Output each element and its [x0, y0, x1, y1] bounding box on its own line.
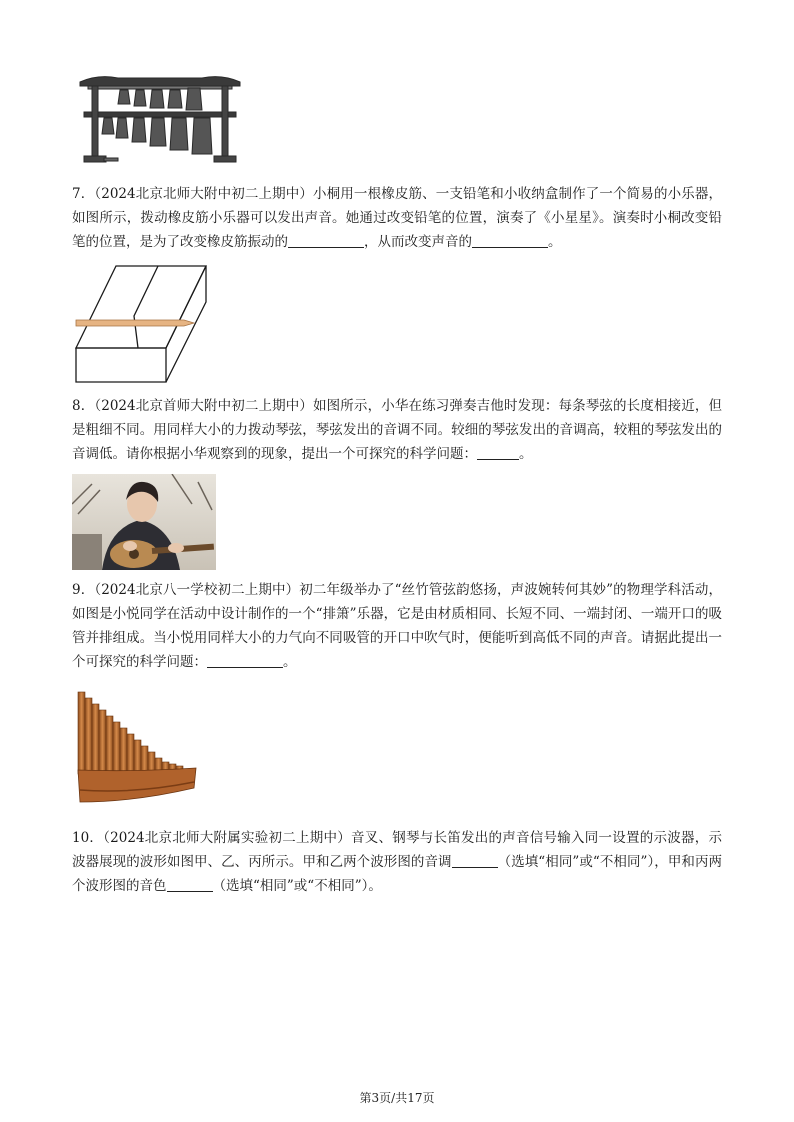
page-number: 第3页/共17页: [359, 1091, 435, 1105]
question-8-text-2: 。: [519, 446, 533, 462]
question-10-text-1: 10．（2024北京北师大附属实验初二上期中）音叉、钢琴与长笛发出的声音信号输入同一设置的示波器，示波器展现的波形如图甲、乙、丙所示。甲和乙两个波形图的音调: [72, 830, 722, 870]
question-9-text-2: 。: [283, 654, 297, 670]
question-10: [72, 826, 722, 898]
guitar-player-photo: [72, 474, 216, 570]
question-10-text-3: （选填“相同”或“不相同”）。: [212, 878, 382, 894]
bianzhong-bells-figure: [78, 68, 242, 168]
question-7: [72, 182, 722, 254]
question-8: [72, 394, 722, 466]
answer-blank[interactable]: [207, 651, 283, 668]
answer-blank[interactable]: [477, 443, 519, 460]
question-9: [72, 578, 722, 674]
question-10-text-2: （选填“相同”或“不相同”），甲和丙两个波形图的音色: [72, 854, 723, 894]
question-7-text-1: 7．（2024北京北师大附中初二上期中）小桐用一根橡皮筋、一支铅笔和小收纳盒制作了一个简易的小乐器，如图所示，拨动橡皮筋小乐器可以发出声音。她通过改变铅笔的位置，演奏了《小星星》。演奏时小桐改变铅笔的位置，是为了改变橡皮筋振动的: [72, 186, 722, 250]
answer-blank[interactable]: [288, 231, 364, 248]
question-9-text-1: 9．（2024北京八一学校初二上期中）初二年级举办了“丝竹管弦韵悠扬，声波婉转何其妙”的物理学科活动，如图是小悦同学在活动中设计制作的一个“排箫”乐器，它是由材质相同、长短不同、一端封闭、一端开口的吸管并排组成。当小悦用同样大小的力气向不同吸管的开口中吹气时，便能听到高低不同的声音。请据此提出一个可探究的科学问题：: [72, 582, 722, 670]
question-8-text-1: 8．（2024北京首师大附中初二上期中）如图所示，小华在练习弹奏吉他时发现：每条琴弦的长度相接近，但是粗细不同。用同样大小的力拨动琴弦，琴弦发出的音调不同。较细的琴弦发出的音调高，较粗的琴弦发出的音调低。请你根据小华观察到的现象，提出一个可探究的科学问题：: [72, 398, 722, 462]
question-7-text-2: ，从而改变声音的: [364, 234, 472, 250]
question-7-text-3: 。: [548, 234, 562, 250]
answer-blank[interactable]: [167, 875, 213, 892]
answer-blank[interactable]: [452, 851, 498, 868]
rubber-band-box-figure: [72, 262, 210, 386]
pan-flute-figure: [74, 690, 200, 806]
answer-blank[interactable]: [472, 231, 548, 248]
